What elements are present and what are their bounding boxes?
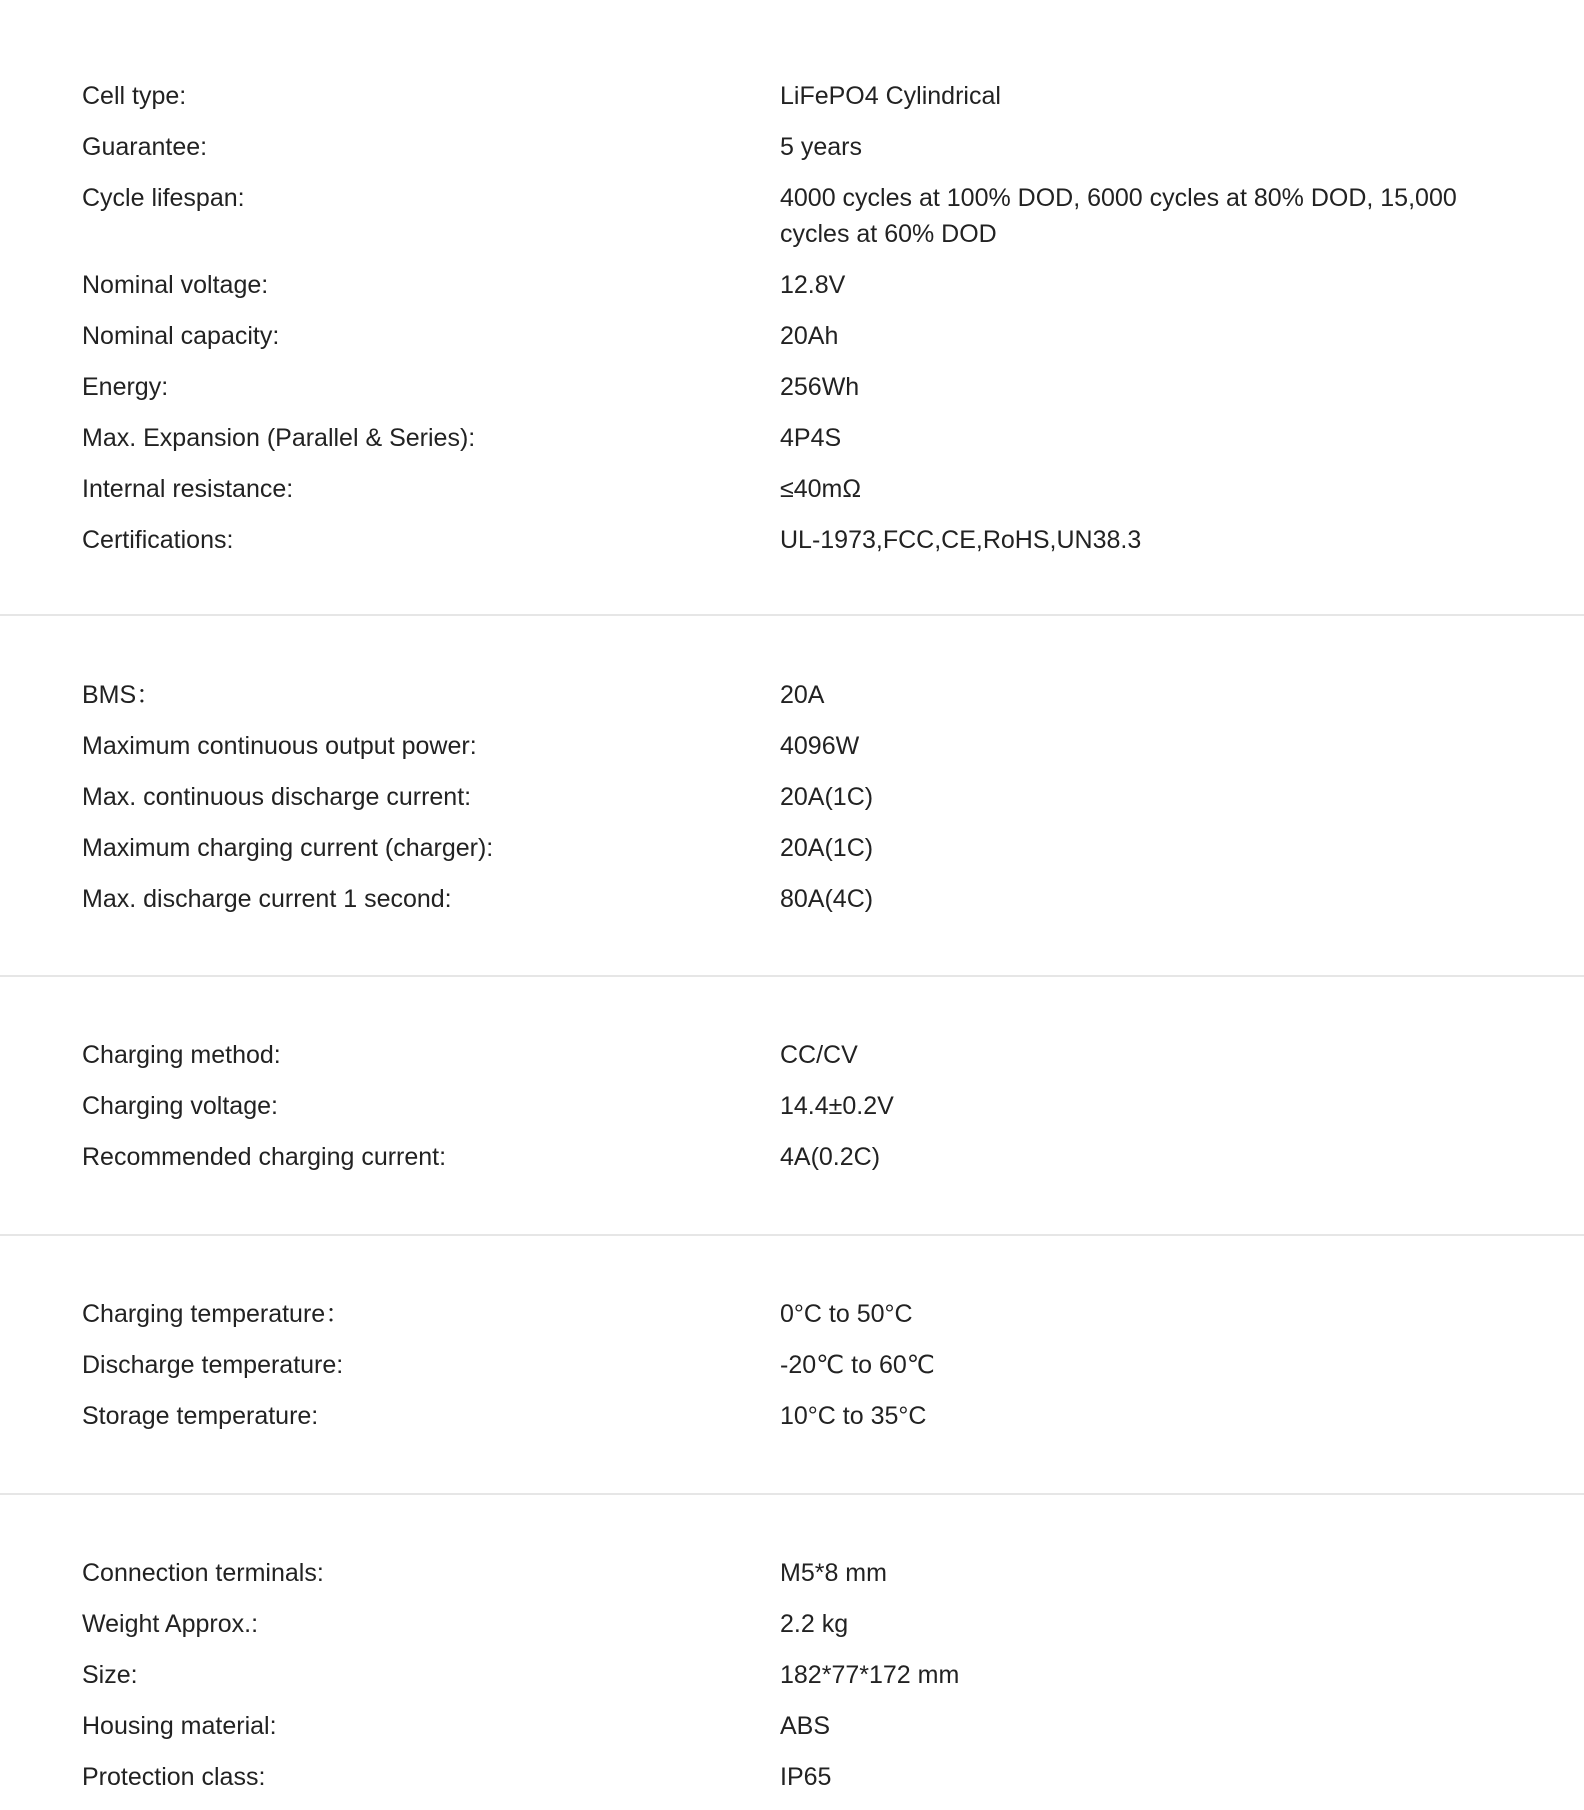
spec-label: Energy: [82, 373, 169, 401]
spec-value: 2.2 kg [780, 1610, 849, 1638]
spec-row [0, 830, 1584, 866]
spec-row [0, 129, 1584, 165]
spec-value: 4P4S [780, 424, 842, 452]
spec-label: Recommended charging current: [82, 1143, 447, 1171]
section-divider [0, 1234, 1584, 1236]
section-divider [0, 975, 1584, 977]
spec-value: ≤40mΩ [780, 475, 862, 503]
spec-label: Size: [82, 1661, 138, 1689]
spec-row [0, 318, 1584, 354]
spec-value: 14.4±0.2V [780, 1092, 894, 1120]
spec-row [0, 180, 1584, 252]
spec-row [0, 1037, 1584, 1073]
spec-label: Max. continuous discharge current: [82, 783, 472, 811]
spec-value: 80A(4C) [780, 885, 874, 913]
spec-value: 4000 cycles at 100% DOD, 6000 cycles at 80% DOD, 15,000 cycles at 60% DOD [780, 184, 1457, 248]
spec-row [0, 728, 1584, 764]
spec-value: 5 years [780, 133, 862, 161]
spec-row [0, 1347, 1584, 1383]
spec-value: 0°C to 50°C [780, 1300, 913, 1328]
spec-value: LiFePO4 Cylindrical [780, 82, 1001, 110]
spec-row [0, 471, 1584, 507]
section-divider [0, 1493, 1584, 1495]
spec-label: Nominal capacity: [82, 322, 280, 350]
spec-label: BMS： [82, 681, 162, 709]
spec-value: 4A(0.2C) [780, 1143, 881, 1171]
spec-value: IP65 [780, 1763, 832, 1791]
spec-row [0, 1139, 1584, 1175]
spec-row [0, 1398, 1584, 1434]
spec-row [0, 369, 1584, 405]
spec-label: Connection terminals: [82, 1559, 324, 1587]
spec-row [0, 1759, 1584, 1795]
spec-row [0, 1657, 1584, 1693]
spec-row [0, 267, 1584, 303]
spec-label: Certifications: [82, 526, 234, 554]
spec-label: Charging voltage: [82, 1092, 278, 1120]
spec-value: CC/CV [780, 1041, 858, 1069]
spec-section-temperature [0, 1296, 1584, 1449]
spec-label: Maximum continuous output power: [82, 732, 477, 760]
spec-value: 20Ah [780, 322, 839, 350]
spec-label: Cycle lifespan: [82, 184, 245, 212]
spec-label: Housing material: [82, 1712, 277, 1740]
spec-row [0, 1606, 1584, 1642]
spec-label: Nominal voltage: [82, 271, 269, 299]
spec-label: Internal resistance: [82, 475, 294, 503]
spec-value: 20A [780, 681, 825, 709]
spec-section-charging [0, 1037, 1584, 1190]
spec-value: ABS [780, 1712, 831, 1740]
spec-label: Weight Approx.: [82, 1610, 259, 1638]
spec-value: 256Wh [780, 373, 860, 401]
spec-row [0, 881, 1584, 917]
spec-row [0, 1555, 1584, 1591]
spec-row [0, 522, 1584, 558]
spec-label: Guarantee: [82, 133, 208, 161]
spec-value: 20A(1C) [780, 834, 874, 862]
spec-value: 4096W [780, 732, 860, 760]
spec-row [0, 420, 1584, 456]
spec-row [0, 1088, 1584, 1124]
spec-value: 10°C to 35°C [780, 1402, 927, 1430]
spec-value: 20A(1C) [780, 783, 874, 811]
section-divider [0, 614, 1584, 616]
spec-value: -20℃ to 60℃ [780, 1351, 935, 1379]
spec-value: M5*8 mm [780, 1559, 887, 1587]
spec-section-bms [0, 677, 1584, 932]
spec-value: UL-1973,FCC,CE,RoHS,UN38.3 [780, 526, 1142, 554]
spec-row [0, 1296, 1584, 1332]
spec-label: Maximum charging current (charger): [82, 834, 494, 862]
spec-label: Max. Expansion (Parallel & Series): [82, 424, 476, 452]
spec-label: Charging temperature： [82, 1300, 351, 1328]
spec-label: Discharge temperature: [82, 1351, 344, 1379]
spec-row [0, 677, 1584, 713]
spec-section-physical [0, 1555, 1584, 1810]
spec-section-general [0, 78, 1584, 573]
spec-value: 12.8V [780, 271, 846, 299]
spec-row [0, 779, 1584, 815]
spec-label: Max. discharge current 1 second: [82, 885, 452, 913]
spec-label: Cell type: [82, 82, 187, 110]
spec-row [0, 1708, 1584, 1744]
spec-label: Charging method: [82, 1041, 281, 1069]
spec-label: Protection class: [82, 1763, 266, 1791]
spec-row [0, 78, 1584, 114]
spec-label: Storage temperature: [82, 1402, 319, 1430]
spec-value: 182*77*172 mm [780, 1661, 960, 1689]
